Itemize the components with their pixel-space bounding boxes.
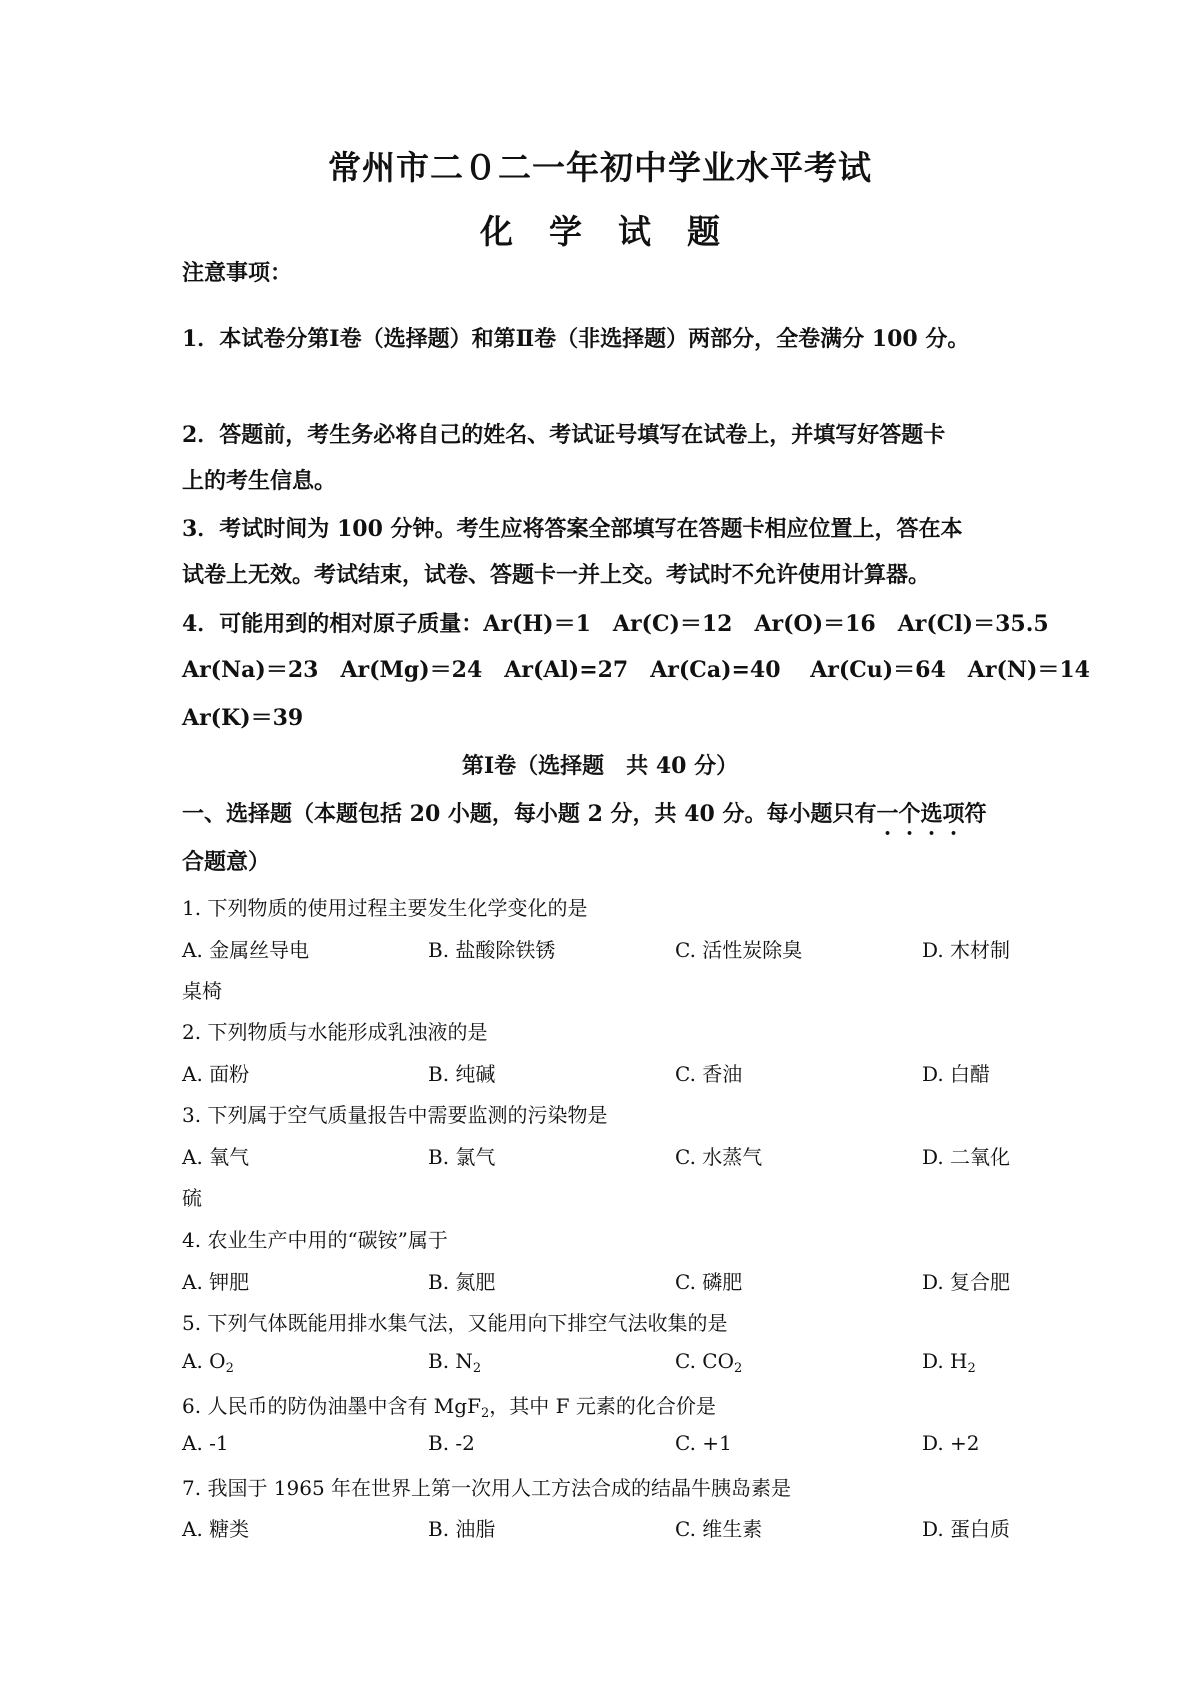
q6-stem-text-end: ，其中 F 元素的化合价是	[489, 1394, 716, 1418]
note-1: 1．本试卷分第Ⅰ卷（选择题）和第Ⅱ卷（非选择题）两部分，全卷满分 100 分。	[182, 326, 970, 352]
question-1-stem: 1. 下列物质的使用过程主要发生化学变化的是	[182, 896, 588, 920]
q6-option-a: A. -1	[182, 1431, 229, 1455]
question-6-stem	[182, 1390, 1032, 1421]
q2-option-c: C. 香油	[675, 1062, 743, 1086]
q5-option-a-text: A. O	[182, 1349, 226, 1373]
section1-text: 一、选择题（本题包括 20 小题，每小题 2 分，共 40 分。每小题只有	[182, 801, 877, 827]
section1-text-end: 符	[964, 801, 987, 827]
question-4-stem: 4. 农业生产中用的“碳铵”属于	[182, 1228, 448, 1252]
note-3-line-1: 3．考试时间为 100 分钟。考生应将答案全部填写在答题卡相应位置上，答在本	[182, 516, 963, 542]
q1-option-b: B. 盐酸除铁锈	[428, 938, 556, 962]
q7-option-b: B. 油脂	[428, 1517, 496, 1541]
section1-instructions	[182, 797, 1032, 840]
question-7-stem: 7. 我国于 1965 年在世界上第一次用人工方法合成的结晶牛胰岛素是	[182, 1476, 792, 1500]
q5-option-b-sub: 2	[472, 1361, 482, 1376]
q4-option-c: C. 磷肥	[675, 1270, 743, 1294]
q6-stem-text: 6. 人民币的防伪油墨中含有 MgF	[182, 1394, 481, 1418]
q5-option-c	[675, 1349, 742, 1376]
q6-option-d: D. +2	[922, 1431, 980, 1455]
q1-option-c: C. 活性炭除臭	[675, 938, 803, 962]
section1-emphasis: 一个选项	[876, 801, 965, 827]
part1-heading: 第Ⅰ卷（选择题 共 40 分）	[461, 753, 739, 779]
q5-option-d	[922, 1349, 976, 1376]
q2-option-b: B. 纯碱	[428, 1062, 496, 1086]
note-2-line-2: 上的考生信息。	[182, 468, 337, 494]
q5-option-c-sub: 2	[734, 1361, 743, 1376]
q4-option-a: A. 钾肥	[182, 1270, 250, 1294]
q3-option-d: D. 二氧化	[922, 1145, 1011, 1169]
q5-option-d-text: D. H	[922, 1349, 968, 1373]
exam-title: 常州市二０二一年初中学业水平考试	[328, 148, 872, 187]
q3-option-d-wrap: 硫	[182, 1186, 202, 1210]
note-4-line-2: Ar(Na)＝23 Ar(Mg)＝24 Ar(Al)=27 Ar(Ca)=40 Ar(Cu)＝64 Ar(N)＝14	[182, 657, 1090, 683]
q5-option-a-sub: 2	[225, 1361, 234, 1376]
q6-option-b: B. -2	[428, 1431, 475, 1455]
q2-option-d: D. 白醋	[922, 1062, 991, 1086]
q4-option-d: D. 复合肥	[922, 1270, 1011, 1294]
question-2-stem: 2. 下列物质与水能形成乳浊液的是	[182, 1020, 488, 1044]
note-4-line-3: Ar(K)＝39	[182, 705, 304, 731]
q5-option-b	[428, 1349, 481, 1376]
note-3-line-2: 试卷上无效。考试结束，试卷、答题卡一并上交。考试时不允许使用计算器。	[182, 562, 931, 588]
notes-heading: 注意事项：	[182, 260, 293, 286]
q7-option-c: C. 维生素	[675, 1517, 763, 1541]
section1-instructions-line-2: 合题意）	[182, 849, 271, 875]
note-4-line-1: 4．可能用到的相对原子质量：Ar(H)＝1 Ar(C)＝12 Ar(O)＝16 Ar(Cl)＝35.5	[182, 611, 1049, 637]
q5-option-b-text: B. N	[428, 1349, 473, 1373]
q5-option-d-sub: 2	[967, 1361, 976, 1376]
q3-option-a: A. 氧气	[182, 1145, 250, 1169]
q3-option-b: B. 氯气	[428, 1145, 496, 1169]
q6-stem-sub: 2	[480, 1406, 490, 1421]
q3-option-c: C. 水蒸气	[675, 1145, 763, 1169]
note-2-line-1: 2．答题前，考生务必将自己的姓名、考试证号填写在试卷上，并填写好答题卡	[182, 422, 946, 448]
q2-option-a: A. 面粉	[182, 1062, 250, 1086]
exam-subtitle: 化学试题	[480, 212, 756, 251]
q5-option-c-text: C. CO	[675, 1349, 735, 1373]
q4-option-b: B. 氮肥	[428, 1270, 496, 1294]
q7-option-d: D. 蛋白质	[922, 1517, 1011, 1541]
q1-option-a: A. 金属丝导电	[182, 938, 310, 962]
q1-option-d-wrap: 桌椅	[182, 979, 222, 1003]
question-5-stem: 5. 下列气体既能用排水集气法，又能用向下排空气法收集的是	[182, 1311, 728, 1335]
q7-option-a: A. 糖类	[182, 1517, 250, 1541]
question-3-stem: 3. 下列属于空气质量报告中需要监测的污染物是	[182, 1103, 608, 1127]
q6-option-c: C. +1	[675, 1431, 732, 1455]
q1-option-d: D. 木材制	[922, 938, 1011, 962]
q5-option-a	[182, 1349, 234, 1376]
